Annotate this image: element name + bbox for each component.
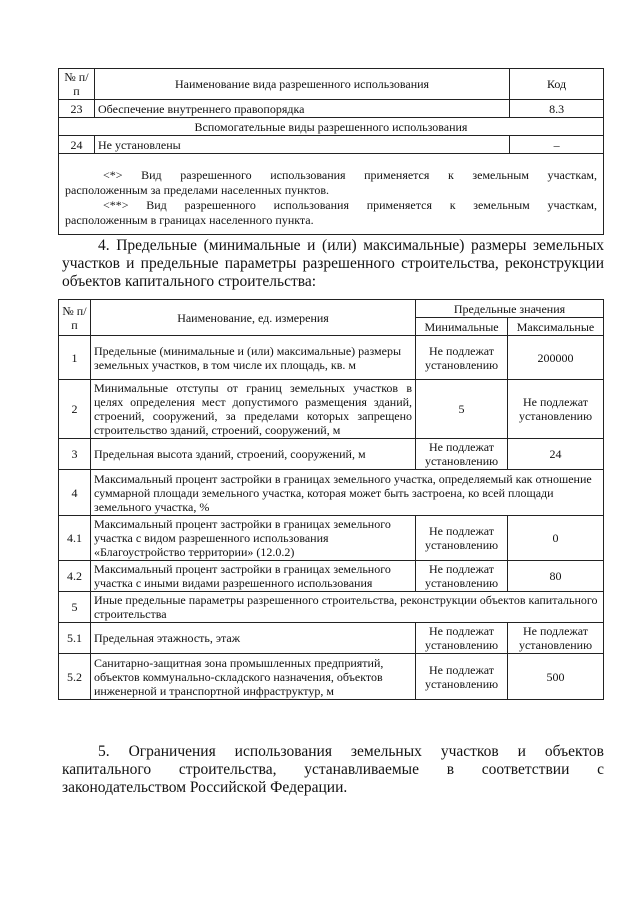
row-name: Минимальные отступы от границ земельных участков в целях определения мест допустимого размещения зданий, строений, сооружений, за пределами которых запрещено строительство зданий, строений, сооружений, м: [90, 380, 415, 439]
section-5: [62, 743, 604, 797]
row-num: 24: [59, 136, 95, 154]
row-num: 23: [59, 100, 95, 118]
row-use-name: Не установлены: [94, 136, 509, 154]
header-min: Минимальные: [416, 318, 508, 336]
row-name: Максимальный процент застройки в границах земельного участка с видом разрешенного использования «Благоустройство территории» (12.0.2): [90, 516, 415, 561]
table-row: [59, 136, 604, 154]
aux-heading: Вспомогательные виды разрешенного использования: [59, 118, 604, 136]
row-name: Предельная этажность, этаж: [90, 623, 415, 654]
table-row: [59, 100, 604, 118]
header-max: Максимальные: [508, 318, 604, 336]
row-min: Не подлежат установлению: [416, 516, 508, 561]
table-row: [59, 470, 604, 516]
row-max: 500: [508, 654, 604, 700]
row-name: Иные предельные параметры разрешенного строительства, реконструкции объектов капитального строительства: [90, 592, 603, 623]
header-num: № п/п: [59, 300, 91, 336]
row-min: 5: [416, 380, 508, 439]
row-num: 5: [59, 592, 91, 623]
header-use-name: Наименование вида разрешенного использования: [94, 69, 509, 100]
row-name: Санитарно-защитная зона промышленных предприятий, объектов коммунально-складского назначения, объектов инженерной и транспортной инфраструктур, м: [90, 654, 415, 700]
row-min: Не подлежат установлению: [416, 336, 508, 380]
row-max: 80: [508, 561, 604, 592]
row-name: Максимальный процент застройки в границах земельного участка с иными видами разрешенного использования: [90, 561, 415, 592]
table-header-row: [59, 69, 604, 100]
section-4-text: 4. Предельные (минимальные и (или) максимальные) размеры земельных участков и предельные параметры разрешенного строительства, реконструкции объектов капитального строительства:: [62, 237, 604, 290]
table-row: [59, 592, 604, 623]
table-row: [59, 336, 604, 380]
row-max: 200000: [508, 336, 604, 380]
row-code: –: [510, 136, 604, 154]
header-code: Код: [510, 69, 604, 100]
note-1-line-1: <*> Вид разрешенного использования применяется к земельным участкам,: [103, 168, 597, 182]
row-name: Предельные (минимальные и (или) максимальные) размеры земельных участков, в том числе их площадь, кв. м: [90, 336, 415, 380]
row-min: Не подлежат установлению: [416, 623, 508, 654]
row-num: 2: [59, 380, 91, 439]
table-row: [59, 623, 604, 654]
row-num: 3: [59, 439, 91, 470]
row-num: 5.1: [59, 623, 91, 654]
row-name: Максимальный процент застройки в границах земельного участка, определяемый как отношение суммарной площади земельного участка, которая может быть застроена, ко всей площади земельного участка, %: [90, 470, 603, 516]
row-num: 5.2: [59, 654, 91, 700]
notes-cell: [59, 154, 604, 235]
row-name: Предельная высота зданий, строений, сооружений, м: [90, 439, 415, 470]
table-row: [59, 439, 604, 470]
limits-table: [58, 299, 604, 700]
section-5-text: 5. Ограничения использования земельных участков и объектов капитального строительства, устанавливаемые в соответствии с законодательством Российской Федерации.: [62, 743, 604, 796]
row-code: 8.3: [510, 100, 604, 118]
row-num: 4: [59, 470, 91, 516]
row-max: Не подлежат установлению: [508, 623, 604, 654]
row-min: Не подлежат установлению: [416, 439, 508, 470]
row-min: Не подлежат установлению: [416, 654, 508, 700]
row-min: Не подлежат установлению: [416, 561, 508, 592]
row-max: 0: [508, 516, 604, 561]
table-header-row: [59, 300, 604, 318]
table-row: [59, 654, 604, 700]
table-row: [59, 516, 604, 561]
row-num: 4.1: [59, 516, 91, 561]
row-use-name: Обеспечение внутреннего правопорядка: [94, 100, 509, 118]
note-2-line-2: расположенным в границах населенного пункта.: [65, 213, 314, 227]
row-max: 24: [508, 439, 604, 470]
notes-row: [59, 154, 604, 235]
row-num: 1: [59, 336, 91, 380]
header-limits: Предельные значения: [416, 300, 604, 318]
note-2-line-1: <**> Вид разрешенного использования применяется к земельным участкам,: [103, 198, 597, 212]
permitted-use-table: [58, 68, 604, 235]
header-name: Наименование, ед. измерения: [90, 300, 415, 336]
note-1-line-2: расположенным за пределами населенных пунктов.: [65, 183, 330, 197]
row-max: Не подлежат установлению: [508, 380, 604, 439]
table-row: [59, 561, 604, 592]
row-num: 4.2: [59, 561, 91, 592]
aux-heading-row: [59, 118, 604, 136]
header-num: № п/п: [59, 69, 95, 100]
table-row: [59, 380, 604, 439]
section-4: [62, 237, 604, 291]
